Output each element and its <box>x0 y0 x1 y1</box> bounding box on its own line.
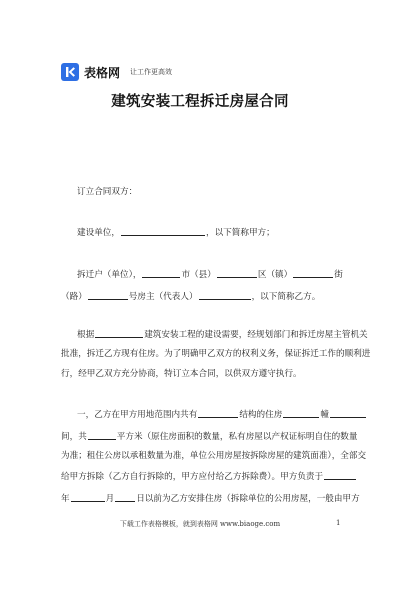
biaoge-logo-icon <box>61 63 79 81</box>
city-blank <box>142 268 180 278</box>
brand-slogan: 让工作更高效 <box>130 68 173 76</box>
para1-line-1: 根据 建筑安装工程的建设需要，经规划部门和拆迁房屋主管机关 <box>77 330 368 340</box>
relocated-line-1: 拆迁户（单位）， 市（县） 区（镇） 街 <box>77 270 343 280</box>
owner-blank <box>199 290 251 300</box>
street-blank <box>293 268 333 278</box>
para1-line-2: 批准，拆迁乙方现有住房。为了明确甲乙双方的权利义务，保证拆迁工作的顺利进 <box>61 349 371 359</box>
clause1-line-5: 年 月 日以前为乙方安排住房（拆除单位的公用房屋，一般由甲方 <box>61 494 360 504</box>
project-blank <box>95 328 143 338</box>
deadline-year-blank <box>324 470 356 480</box>
district-blank <box>217 268 257 278</box>
clause1-line-1: 一，乙方在甲方用地范围内共有 结构的住房 幢 <box>61 408 367 421</box>
structure-blank <box>198 408 238 418</box>
para1-line-3: 行，经甲乙双方充分协商，特订立本合同，以供双方遵守执行。 <box>61 369 302 379</box>
relocated-line-2: （路） 号房主（代表人） ，以下简称乙方。 <box>61 292 321 302</box>
brand-name: 表格网 <box>84 65 121 80</box>
deadline-day-blank <box>115 492 135 502</box>
builder-blank <box>121 226 205 236</box>
builder-line: 建设单位， ，以下简称甲方； <box>77 228 275 238</box>
parties-intro: 订立合同双方： <box>77 187 138 197</box>
brand-header <box>61 63 172 81</box>
deadline-month-blank <box>71 492 105 502</box>
page-number: 1 <box>336 519 341 527</box>
document-title: 建筑安装工程拆迁房屋合同 <box>111 94 289 110</box>
building-count-blank <box>283 408 319 418</box>
road-blank <box>88 290 128 300</box>
clause1-line-4: 给甲方拆除（乙方自行拆除的，甲方应付给乙方拆除费）。甲方负责于 <box>61 470 357 483</box>
area-blank <box>88 430 116 440</box>
room-count-blank <box>330 408 366 418</box>
clause1-line-3: 为准；租住公房以承租数量为准，单位公用房屋按拆除房屋的建筑面准），全部交 <box>61 451 367 461</box>
clause1-line-2: 间，共 平方米（原住房面积的数量，私有房屋以产权证标明自住的数量 <box>61 432 358 442</box>
page-footer: 下载工作表格模板，就到表格网 www.biaoge.com <box>119 520 281 528</box>
